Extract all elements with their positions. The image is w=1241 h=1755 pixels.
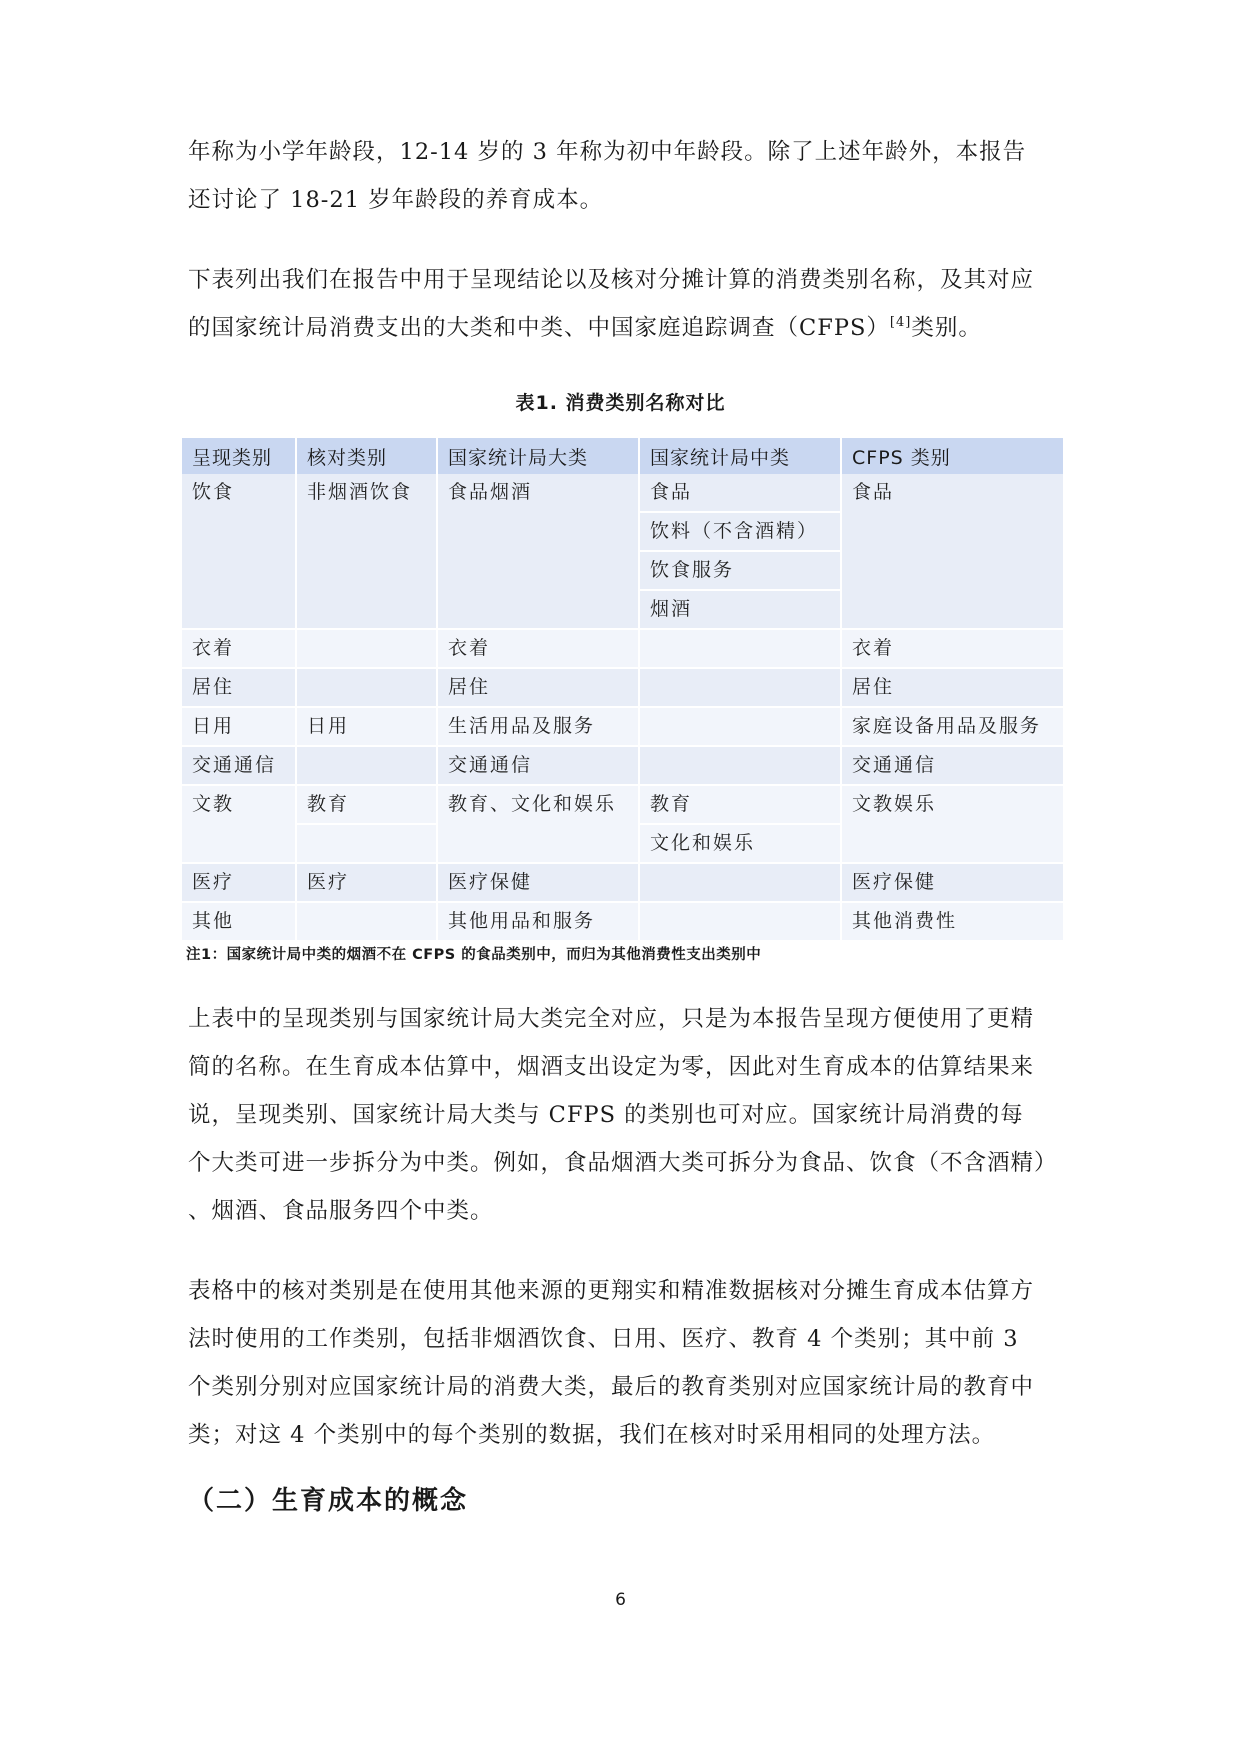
table-cell: 食品 [639, 474, 841, 512]
table-row [182, 668, 1064, 707]
table-cell: 医疗 [296, 863, 437, 902]
table-cell [639, 629, 841, 668]
table-cell [296, 668, 437, 707]
section-heading: （二）生育成本的概念 [188, 1486, 469, 1516]
text-line: 个类别分别对应国家统计局的消费大类，最后的教育类别对应国家统计局的教育中 [188, 1374, 1035, 1400]
citation-reference[interactable]: [4] [889, 315, 912, 330]
table-row [182, 746, 1064, 785]
category-comparison-table [182, 438, 1065, 942]
paragraph-category-mapping [188, 995, 1068, 1235]
table-row [182, 474, 1064, 512]
table-cell: 交通通信 [182, 746, 296, 785]
text-line: 个大类可进一步拆分为中类。例如，食品烟酒大类可拆分为食品、饮食（不含酒精） [188, 1150, 1058, 1176]
table-cell: 其他 [182, 902, 296, 941]
header-nbs-major-category: 国家统计局大类 [437, 438, 639, 474]
text-line: 法时使用的工作类别，包括非烟酒饮食、日用、医疗、教育 4 个类别；其中前 3 [188, 1326, 1019, 1352]
table-cell [639, 746, 841, 785]
table-cell: 生活用品及服务 [437, 707, 639, 746]
table-cell: 教育 [639, 785, 841, 824]
table-header-row [182, 438, 1064, 474]
table-cell: 其他用品和服务 [437, 902, 639, 941]
table-row [182, 785, 1064, 824]
table-cell: 文教 [182, 785, 296, 863]
text-line: 类；对这 4 个类别中的每个类别的数据，我们在核对时采用相同的处理方法。 [188, 1422, 996, 1448]
table-cell: 日用 [296, 707, 437, 746]
text-line: 、烟酒、食品服务四个中类。 [188, 1198, 494, 1224]
table-cell [296, 824, 437, 863]
table-cell [639, 668, 841, 707]
table-cell: 文教娱乐 [841, 785, 1064, 863]
table-note: 注1：国家统计局中类的烟酒不在 CFPS 的食品类别中，而归为其他消费性支出类别中 [186, 947, 762, 963]
table-cell [296, 746, 437, 785]
table-row [182, 629, 1064, 668]
table-cell: 交通通信 [437, 746, 639, 785]
table-cell: 饮料（不含酒精） [639, 512, 841, 551]
table-cell: 医疗保健 [437, 863, 639, 902]
table-cell: 饮食服务 [639, 551, 841, 590]
table-cell: 教育、文化和娱乐 [437, 785, 639, 863]
table-cell: 交通通信 [841, 746, 1064, 785]
table-row [182, 902, 1064, 941]
header-check-category: 核对类别 [296, 438, 437, 474]
text-line: 说，呈现类别、国家统计局大类与 CFPS 的类别也可对应。国家统计局消费的每 [188, 1102, 1024, 1128]
table-row [182, 707, 1064, 746]
table-cell: 文化和娱乐 [639, 824, 841, 863]
table-cell [639, 902, 841, 941]
table-cell: 居住 [437, 668, 639, 707]
text-line: 简的名称。在生育成本估算中，烟酒支出设定为零，因此对生育成本的估算结果来 [188, 1054, 1035, 1080]
text-line: 下表列出我们在报告中用于呈现结论以及核对分摊计算的消费类别名称，及其对应 [188, 267, 1035, 293]
table-cell [639, 707, 841, 746]
table-cell: 居住 [841, 668, 1064, 707]
table-cell: 饮食 [182, 474, 296, 629]
text-line: 表格中的核对类别是在使用其他来源的更翔实和精准数据核对分摊生育成本估算方 [188, 1278, 1035, 1304]
table-cell [296, 902, 437, 941]
text-line [188, 304, 1068, 352]
table-cell: 非烟酒饮食 [296, 474, 437, 629]
table-cell: 家庭设备用品及服务 [841, 707, 1064, 746]
header-cfps-category: CFPS 类别 [841, 438, 1064, 474]
header-nbs-middle-category: 国家统计局中类 [639, 438, 841, 474]
table-cell: 医疗保健 [841, 863, 1064, 902]
table-cell: 衣着 [437, 629, 639, 668]
table-cell [296, 629, 437, 668]
table-cell: 居住 [182, 668, 296, 707]
header-presentation-category: 呈现类别 [182, 438, 296, 474]
paragraph-age-groups [188, 128, 1068, 224]
text-line: 年称为小学年龄段，12-14 岁的 3 年称为初中年龄段。除了上述年龄外，本报告 [188, 139, 1027, 165]
text-line: 上表中的呈现类别与国家统计局大类完全对应，只是为本报告呈现方便使用了更精 [188, 1006, 1035, 1032]
table-cell: 衣着 [182, 629, 296, 668]
table-cell [639, 863, 841, 902]
text-fragment: 的国家统计局消费支出的大类和中类、中国家庭追踪调查（CFPS） [188, 315, 890, 341]
text-fragment: 类别。 [911, 315, 982, 341]
table-row [182, 863, 1064, 902]
table-cell: 烟酒 [639, 590, 841, 629]
table-cell: 衣着 [841, 629, 1064, 668]
page-number: 6 [615, 1590, 626, 1610]
table-cell: 医疗 [182, 863, 296, 902]
table-cell: 食品 [841, 474, 1064, 629]
table-cell: 食品烟酒 [437, 474, 639, 629]
table-cell: 其他消费性 [841, 902, 1064, 941]
paragraph-check-categories [188, 1267, 1068, 1459]
text-line: 还讨论了 18-21 岁年龄段的养育成本。 [188, 187, 604, 213]
table-cell: 教育 [296, 785, 437, 824]
table-cell: 日用 [182, 707, 296, 746]
paragraph-table-intro [188, 256, 1068, 352]
table-caption: 表1. 消费类别名称对比 [515, 392, 726, 414]
